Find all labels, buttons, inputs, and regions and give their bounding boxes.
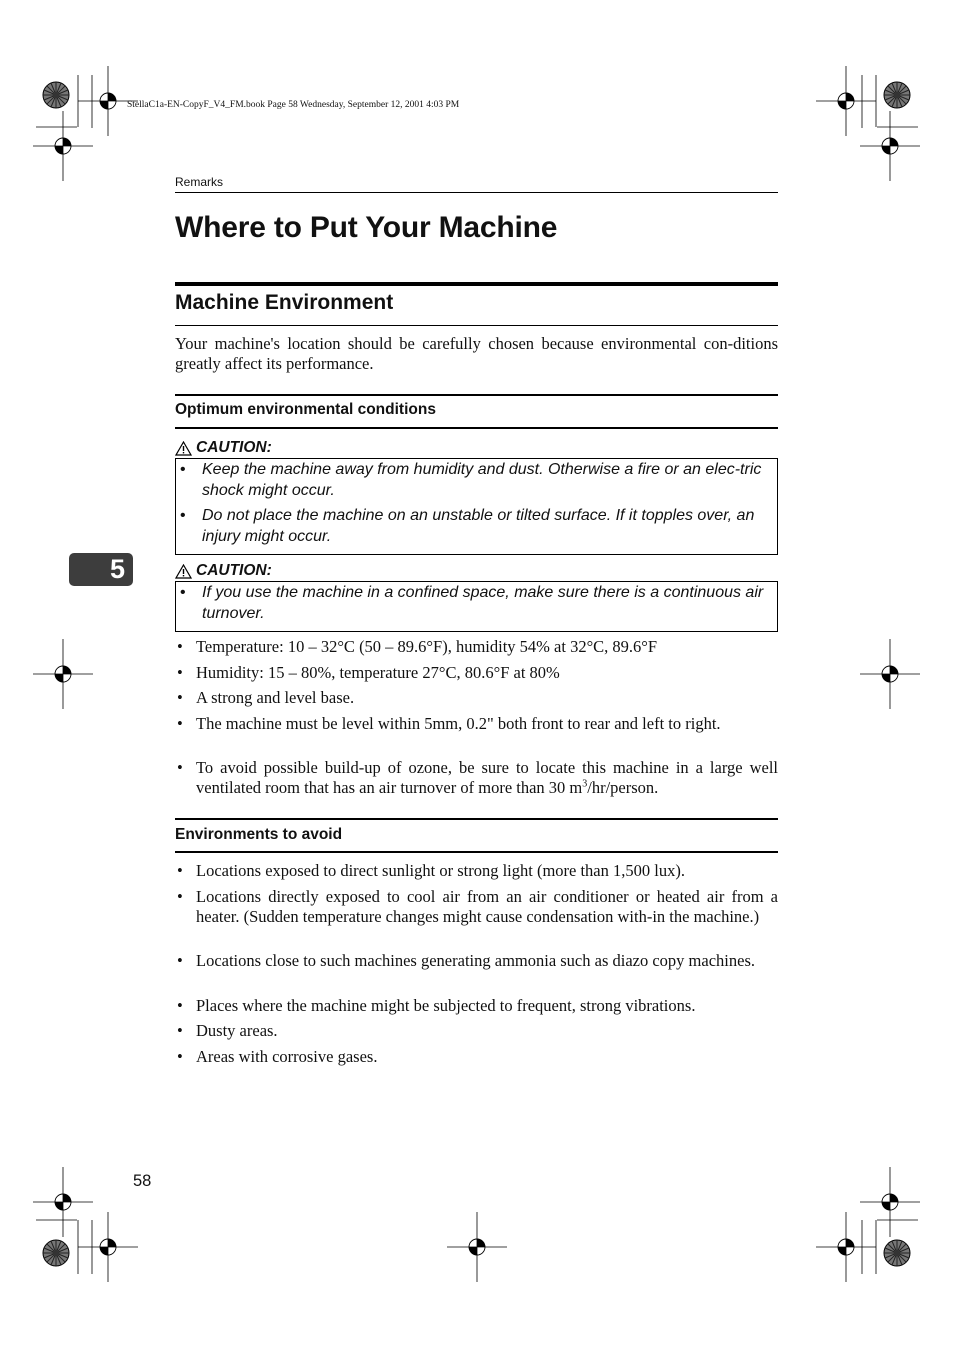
bullet: • [177, 714, 183, 733]
warning-triangle-icon [175, 441, 192, 456]
header-rule [175, 192, 778, 193]
list-item-text: Temperature: 10 – 32°C (50 – 89.6°F), humidity 54% at 32°C, 89.6°F [196, 637, 658, 656]
crosshair-registration-mark [447, 1212, 507, 1282]
section-title: Machine Environment [175, 291, 394, 314]
bullet: • [180, 584, 186, 601]
crosshair-registration-mark [33, 1167, 93, 1237]
section-top-rule [175, 282, 778, 286]
color-wheel-mark [43, 1240, 69, 1266]
caution-text: Keep the machine away from humidity and dust. Otherwise a fire or an elec-tric shock might occur. [202, 461, 762, 499]
intro-paragraph: Your machine's location should be carefully chosen because environmental con-ditions greatly affect its performance. [175, 334, 778, 373]
bullet: • [180, 461, 186, 478]
list-item-text: Locations exposed to direct sunlight or strong light (more than 1,500 lux). [196, 861, 685, 880]
superscript: 3 [582, 778, 588, 789]
caution-text: If you use the machine in a confined space, make sure there is a continuous air turnover. [202, 584, 764, 622]
subsection-top-rule [175, 818, 778, 820]
list-item-text: A strong and level base. [196, 688, 355, 707]
color-wheel-mark [884, 82, 910, 108]
list-item-text: Locations directly exposed to cool air from an air conditioner or heated air from a heater. (Sudden temperature changes might cause condensation with-in the machine.) [196, 887, 778, 926]
crosshair-registration-mark [78, 1212, 138, 1282]
bullet: • [180, 507, 186, 524]
color-wheel-mark [43, 82, 69, 108]
crosshair-registration-mark [816, 66, 876, 136]
page-number: 58 [133, 1172, 152, 1190]
section-bottom-rule [175, 325, 778, 326]
bullet: • [177, 951, 183, 970]
caution-label-text: CAUTION: [196, 562, 272, 579]
bullet: • [177, 1021, 183, 1040]
caution-label-text: CAUTION: [196, 439, 272, 456]
bullet: • [177, 637, 183, 656]
running-header: Remarks [175, 175, 224, 189]
subsection-bottom-rule [175, 851, 778, 853]
crosshair-registration-mark [33, 111, 93, 181]
warning-triangle-icon [175, 564, 192, 579]
list-item-text: The machine must be level within 5mm, 0.2" both front to rear and left to right. [196, 714, 721, 733]
chapter-tab: 5 [69, 553, 133, 586]
ozone-unit: /hr/person. [587, 777, 659, 797]
bullet: • [177, 996, 183, 1015]
bullet: • [177, 663, 183, 682]
subsection-top-rule [175, 394, 778, 396]
list-item-text: Dusty areas. [196, 1021, 278, 1040]
crosshair-registration-mark [860, 111, 920, 181]
list-item-text [196, 758, 778, 797]
color-wheel-mark [884, 1240, 910, 1266]
bullet: • [177, 688, 183, 707]
print-info: StellaC1a-EN-CopyF_V4_FM.book Page 58 Wednesday, September 12, 2001 4:03 PM [127, 100, 460, 110]
bullet: • [177, 758, 183, 777]
bullet: • [177, 1047, 183, 1066]
crosshair-registration-mark [816, 1212, 876, 1282]
crosshair-registration-mark [860, 639, 920, 709]
list-item-text: Areas with corrosive gases. [196, 1047, 378, 1066]
bullet: • [177, 861, 183, 880]
bullet: • [177, 887, 183, 906]
page-title: Where to Put Your Machine [175, 211, 558, 244]
subsection-title-optimum: Optimum environmental conditions [175, 401, 436, 418]
list-item-text: Places where the machine might be subjected to frequent, strong vibrations. [196, 996, 696, 1015]
caution-label [175, 439, 272, 457]
subsection-bottom-rule [175, 427, 778, 429]
caution-box [175, 458, 778, 555]
caution-label [175, 562, 272, 580]
caution-text: Do not place the machine on an unstable or tilted surface. If it topples over, an injury might occur. [202, 507, 755, 545]
list-item-text: Locations close to such machines generating ammonia such as diazo copy machines. [196, 951, 755, 970]
subsection-title-avoid: Environments to avoid [175, 826, 343, 843]
crosshair-registration-mark [33, 639, 93, 709]
caution-box [175, 581, 778, 632]
ozone-text: To avoid possible build-up of ozone, be sure to locate this machine in a large well ventilated room that has an air turnover of more than 30 m [196, 758, 778, 797]
list-item-text: Humidity: 15 – 80%, temperature 27°C, 80.6°F at 80% [196, 663, 560, 682]
crosshair-registration-mark [860, 1167, 920, 1237]
